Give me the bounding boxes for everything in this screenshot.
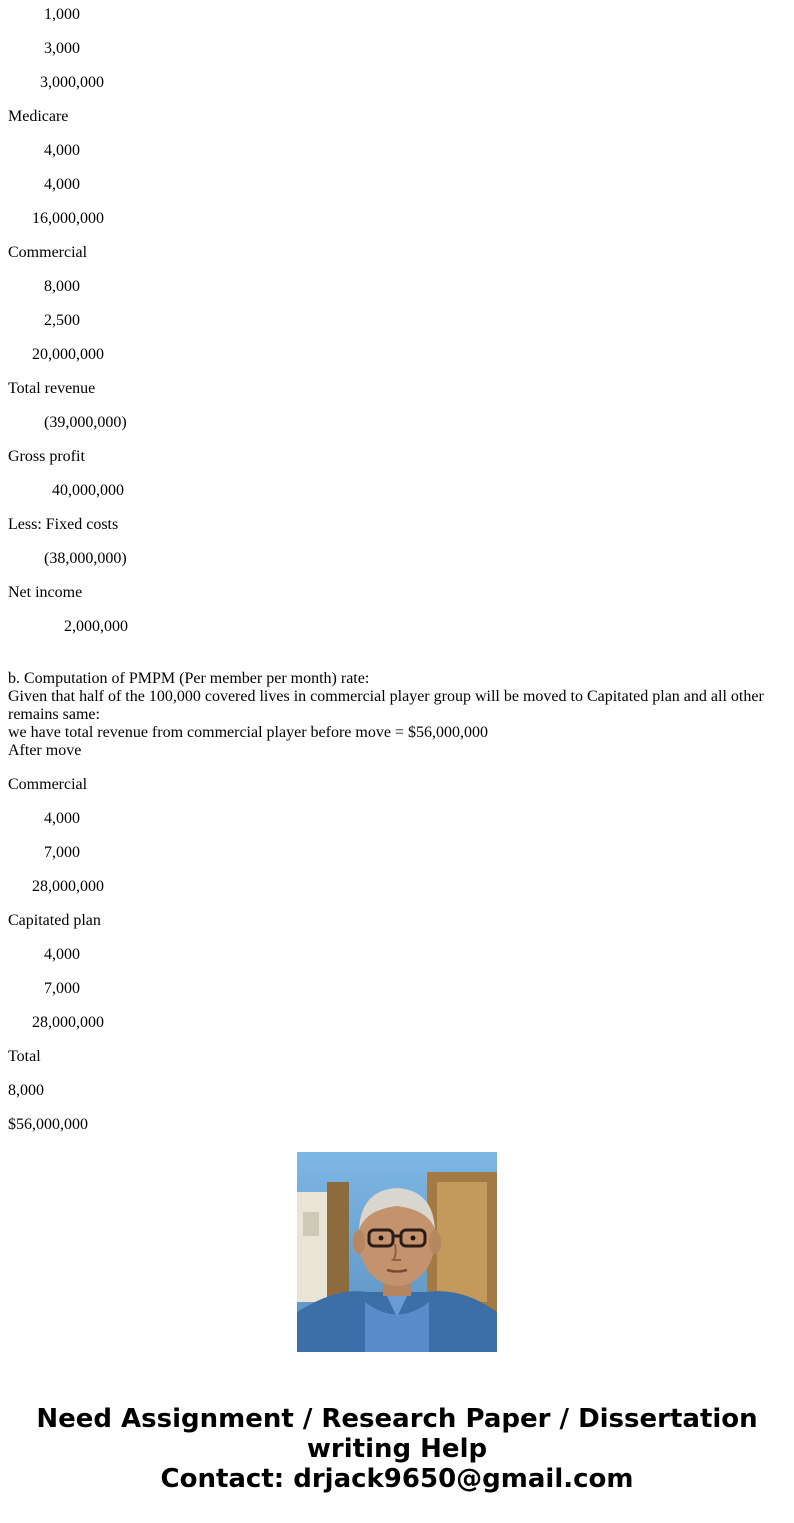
value-cell: 2,000,000 [64, 618, 128, 635]
row-label: Total [8, 1048, 41, 1065]
value-cell: $56,000,000 [8, 1116, 88, 1133]
promo-banner [0, 1152, 794, 1523]
value-cell: (38,000,000) [44, 550, 127, 567]
value-cell: 40,000,000 [52, 482, 124, 499]
value-cell: 16,000,000 [32, 210, 104, 227]
value-cell: 1,000 [44, 6, 80, 23]
value-cell: 4,000 [44, 142, 80, 159]
value-cell: 8,000 [8, 1082, 44, 1099]
value-cell: 28,000,000 [32, 878, 104, 895]
contact-email: Contact: drjack9650@gmail.com [160, 1464, 634, 1494]
document-content [8, 0, 786, 1133]
promo-line: writing Help [306, 1434, 488, 1464]
value-cell: 3,000 [44, 40, 80, 57]
subheading: After move [8, 742, 82, 759]
value-cell: 2,500 [44, 312, 80, 329]
promo-line: Need Assignment / Research Paper / Dissertation [36, 1404, 758, 1434]
row-label: Total revenue [8, 380, 96, 397]
value-cell: 4,000 [44, 176, 80, 193]
value-cell: 7,000 [44, 844, 80, 861]
portrait-image [297, 1152, 497, 1352]
row-label: Less: Fixed costs [8, 516, 119, 533]
paragraph: we have total revenue from commercial player before move = $56,000,000 [8, 724, 488, 741]
promo-text [0, 1404, 794, 1494]
row-label: Capitated plan [8, 912, 101, 929]
value-cell: 20,000,000 [32, 346, 104, 363]
row-label: Commercial [8, 776, 88, 793]
value-cell: 7,000 [44, 980, 80, 997]
section-heading: b. Computation of PMPM (Per member per month) rate: [8, 670, 370, 687]
value-cell: 8,000 [44, 278, 80, 295]
value-cell: (39,000,000) [44, 414, 127, 431]
value-cell: 4,000 [44, 946, 80, 963]
paragraph: Given that half of the 100,000 covered lives in commercial player group will be moved to Capitated plan and all other remains same: [8, 688, 764, 723]
value-cell: 3,000,000 [40, 74, 104, 91]
row-label: Medicare [8, 108, 69, 125]
row-label: Net income [8, 584, 83, 601]
row-label: Gross profit [8, 448, 85, 465]
avatar [297, 1152, 497, 1352]
value-cell: 28,000,000 [32, 1014, 104, 1031]
value-cell: 4,000 [44, 810, 80, 827]
row-label: Commercial [8, 244, 88, 261]
